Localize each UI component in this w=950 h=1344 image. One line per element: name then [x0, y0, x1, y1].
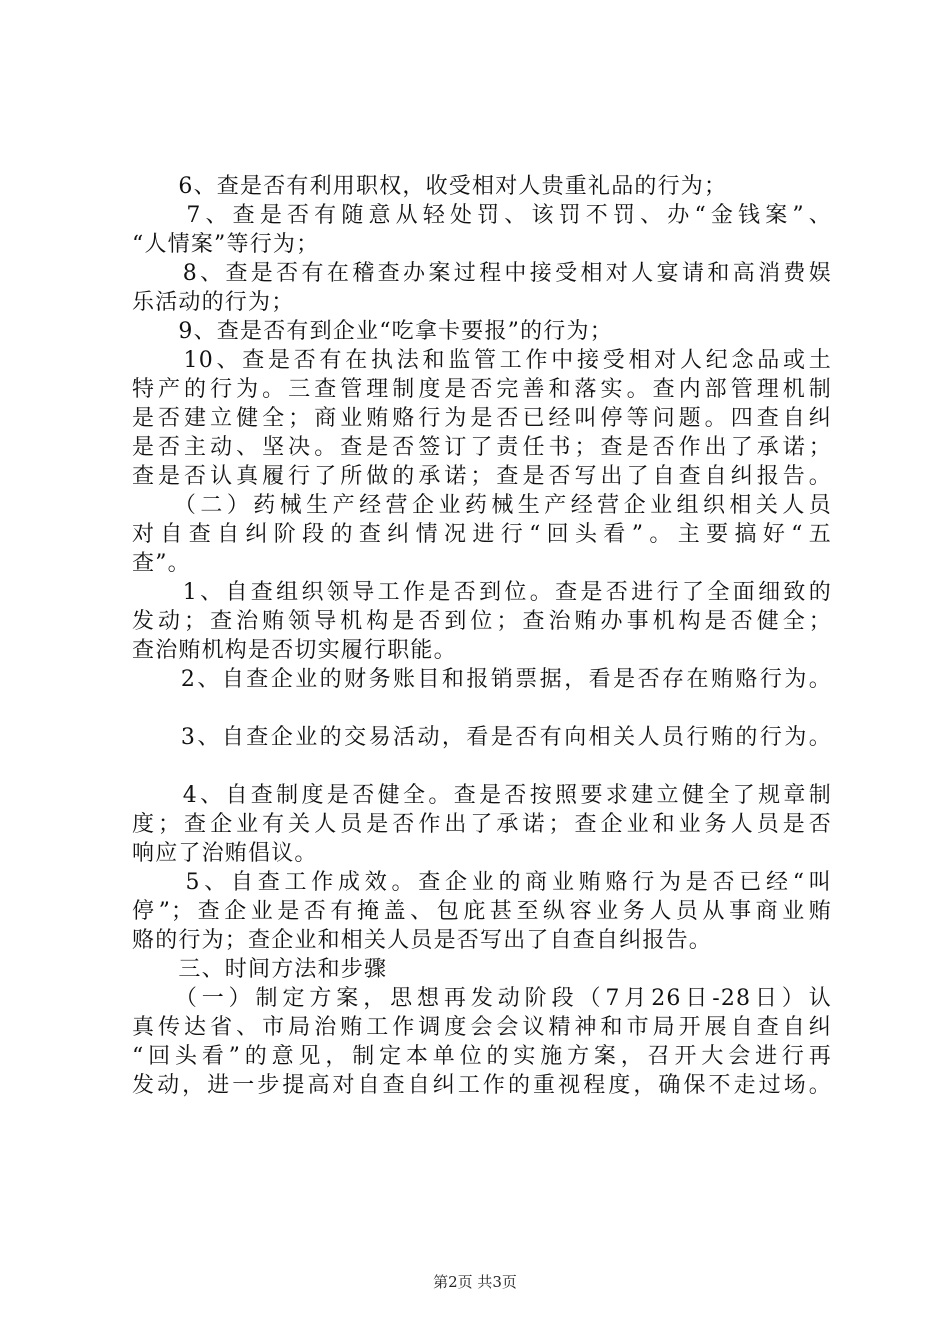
page-footer: 第2页 共3页: [433, 1273, 517, 1291]
text-line: 8、查是否有在稽查办案过程中接受相对人宴请和高消费娱: [132, 261, 832, 286]
text-line: 赂的行为；查企业和相关人员是否写出了自查自纠报告。: [132, 928, 713, 953]
text-line: “人情案”等行为；: [132, 232, 320, 257]
text-line: 查是否认真履行了所做的承诺；查是否写出了自查自纠报告。: [132, 464, 832, 489]
text-line: 是否建立健全；商业贿赂行为是否已经叫停等问题。四查自纠: [132, 406, 832, 431]
text-line: 真传达省、市局治贿工作调度会会议精神和市局开展自查自纠: [132, 1015, 832, 1040]
text-line: 特产的行为。三查管理制度是否完善和落实。查内部管理机制: [132, 377, 832, 402]
text-line: 响应了治贿倡议。: [132, 841, 318, 866]
text-line: 乐活动的行为；: [132, 290, 295, 315]
text-line: 2、自查企业的财务账目和报销票据，看是否存在贿赂行为。: [132, 667, 832, 692]
blank-line: [132, 752, 832, 781]
text-line: 7、查是否有随意从轻处罚、该罚不罚、办“金钱案”、: [132, 203, 832, 228]
text-line: 发动，进一步提高对自查自纠工作的重视程度，确保不走过场。: [132, 1073, 832, 1098]
text-line: 查治贿机构是否切实履行职能。: [132, 638, 457, 663]
blank-line: [132, 694, 832, 723]
text-line: 6、查是否有利用职权，收受相对人贵重礼品的行为；: [132, 174, 728, 199]
text-line: （二）药械生产经营企业药械生产经营企业组织相关人员: [132, 493, 832, 518]
text-line: 停”；查企业是否有掩盖、包庇甚至纵容业务人员从事商业贿: [132, 899, 832, 924]
text-line: 度；查企业有关人员是否作出了承诺；查企业和业务人员是否: [132, 812, 832, 837]
text-line: 9、查是否有到企业“吃拿卡要报”的行为；: [132, 319, 613, 344]
text-line: “回头看”的意见，制定本单位的实施方案，召开大会进行再: [132, 1044, 832, 1069]
text-line: 1、自查组织领导工作是否到位。查是否进行了全面细致的: [132, 580, 832, 605]
text-line: 4、自查制度是否健全。查是否按照要求建立健全了规章制: [132, 783, 832, 808]
text-line: 查”。: [132, 551, 191, 576]
text-line: 10、查是否有在执法和监管工作中接受相对人纪念品或土: [132, 348, 832, 373]
text-line: 三、时间方法和步骤: [132, 957, 388, 982]
text-line: 对自查自纠阶段的查纠情况进行“回头看”。主要搞好“五: [132, 522, 832, 547]
text-line: 是否主动、坚决。查是否签订了责任书；查是否作出了承诺；: [132, 435, 832, 460]
text-line: 发动；查治贿领导机构是否到位；查治贿办事机构是否健全；: [132, 609, 832, 634]
text-line: 3、自查企业的交易活动，看是否有向相关人员行贿的行为。: [132, 725, 832, 750]
text-line: 5、自查工作成效。查企业的商业贿赂行为是否已经“叫: [132, 870, 832, 895]
document-body: [132, 172, 832, 1100]
text-line: （一）制定方案，思想再发动阶段（7月26日-28日）认: [132, 986, 832, 1011]
